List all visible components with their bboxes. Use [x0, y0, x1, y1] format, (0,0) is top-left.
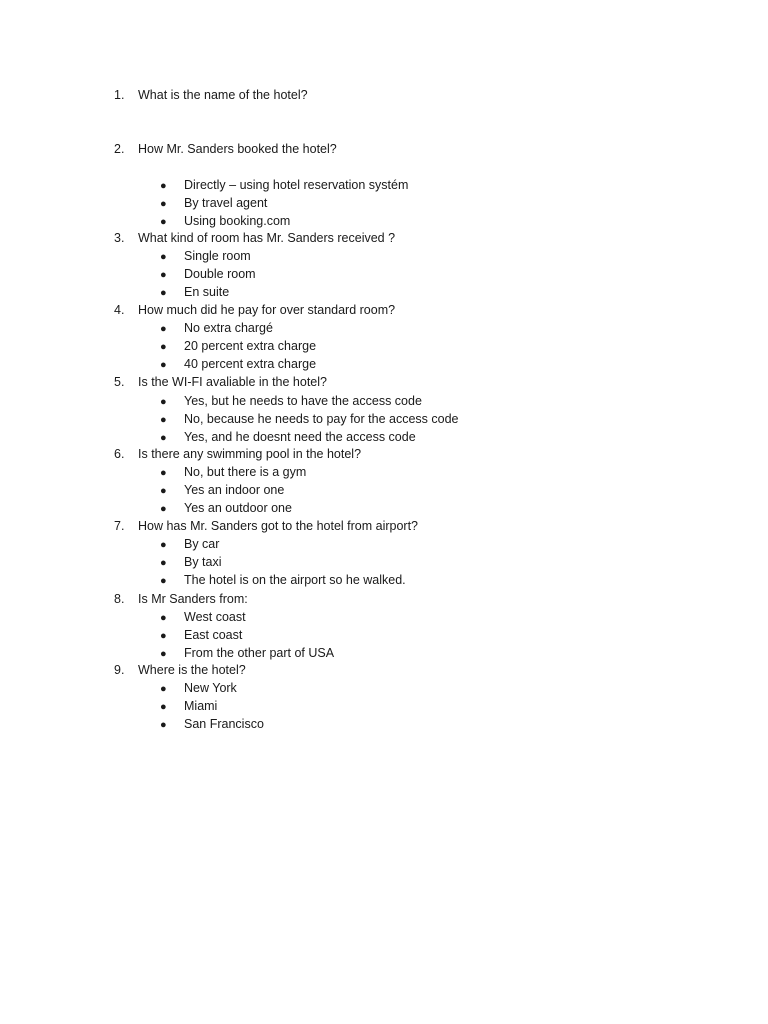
bullet-icon: ●: [160, 341, 167, 353]
question-1: [114, 86, 308, 104]
bullet-icon: ●: [160, 648, 167, 660]
option-item: [160, 392, 422, 410]
bullet-icon: ●: [160, 180, 167, 192]
option-item: [160, 715, 264, 733]
bullet-icon: ●: [160, 539, 167, 551]
option-item: [160, 608, 246, 626]
question-number: 8.: [114, 592, 125, 606]
option-item: [160, 679, 237, 697]
option-item: [160, 194, 267, 212]
question-number: 9.: [114, 663, 125, 677]
option-item: [160, 535, 219, 553]
bullet-icon: ●: [160, 503, 167, 515]
question-6: [114, 445, 361, 463]
question-number: 3.: [114, 231, 125, 245]
bullet-icon: ●: [160, 630, 167, 642]
bullet-icon: ●: [160, 323, 167, 335]
option-text: East coast: [184, 628, 243, 642]
question-number: 1.: [114, 88, 125, 102]
question-text: Where is the hotel?: [138, 663, 246, 677]
option-item: [160, 247, 251, 265]
bullet-icon: ●: [160, 251, 167, 263]
option-item: [160, 428, 416, 446]
question-text: How Mr. Sanders booked the hotel?: [138, 142, 337, 156]
bullet-icon: ●: [160, 396, 167, 408]
question-text: How has Mr. Sanders got to the hotel from airport?: [138, 519, 418, 533]
option-item: [160, 571, 406, 589]
option-text: Using booking.com: [184, 214, 291, 228]
question-text: What is the name of the hotel?: [138, 88, 308, 102]
bullet-icon: ●: [160, 432, 167, 444]
question-2: [114, 140, 337, 158]
bullet-icon: ●: [160, 612, 167, 624]
question-text: Is Mr Sanders from:: [138, 592, 248, 606]
bullet-icon: ●: [160, 485, 167, 497]
option-item: [160, 212, 290, 230]
question-5: [114, 373, 327, 391]
question-7: [114, 517, 418, 535]
question-8: [114, 590, 248, 608]
option-item: [160, 319, 273, 337]
option-text: San Francisco: [184, 717, 264, 731]
bullet-icon: ●: [160, 269, 167, 281]
option-text: Yes, but he needs to have the access code: [184, 394, 422, 408]
option-item: [160, 499, 292, 517]
option-text: West coast: [184, 610, 246, 624]
option-text: No, because he needs to pay for the access code: [184, 412, 459, 426]
bullet-icon: ●: [160, 683, 167, 695]
option-text: En suite: [184, 285, 230, 299]
option-text: Yes, and he doesnt need the access code: [184, 430, 416, 444]
option-text: Yes an outdoor one: [184, 501, 292, 515]
option-text: Miami: [184, 699, 218, 713]
bullet-icon: ●: [160, 557, 167, 569]
bullet-icon: ●: [160, 719, 167, 731]
question-text: What kind of room has Mr. Sanders received ?: [138, 231, 396, 245]
bullet-icon: ●: [160, 216, 167, 228]
option-item: [160, 644, 334, 662]
option-text: New York: [184, 681, 237, 695]
option-text: No extra chargé: [184, 321, 273, 335]
option-item: [160, 265, 256, 283]
bullet-icon: ●: [160, 287, 167, 299]
option-text: By travel agent: [184, 196, 268, 210]
question-text: How much did he pay for over standard room?: [138, 303, 396, 317]
option-item: [160, 553, 222, 571]
question-4: [114, 301, 395, 319]
option-text: The hotel is on the airport so he walked.: [184, 573, 406, 587]
option-item: [160, 626, 242, 644]
question-number: 6.: [114, 447, 125, 461]
bullet-icon: ●: [160, 467, 167, 479]
bullet-icon: ●: [160, 701, 167, 713]
bullet-icon: ●: [160, 359, 167, 371]
option-text: Yes an indoor one: [184, 483, 285, 497]
option-text: No, but there is a gym: [184, 465, 307, 479]
option-text: By car: [184, 537, 220, 551]
question-number: 5.: [114, 375, 125, 389]
option-item: [160, 355, 316, 373]
option-item: [160, 697, 217, 715]
bullet-icon: ●: [160, 414, 167, 426]
bullet-icon: ●: [160, 198, 167, 210]
option-text: 40 percent extra charge: [184, 357, 317, 371]
option-item: [160, 481, 284, 499]
bullet-icon: ●: [160, 575, 167, 587]
option-text: Double room: [184, 267, 256, 281]
option-text: By taxi: [184, 555, 222, 569]
question-text: Is the WI-FI avaliable in the hotel?: [138, 375, 327, 389]
option-item: [160, 410, 458, 428]
option-text: From the other part of USA: [184, 646, 335, 660]
question-number: 7.: [114, 519, 125, 533]
option-text: 20 percent extra charge: [184, 339, 317, 353]
option-item: [160, 176, 408, 194]
option-item: [160, 283, 229, 301]
question-9: [114, 661, 246, 679]
option-item: [160, 337, 316, 355]
question-number: 4.: [114, 303, 125, 317]
option-item: [160, 463, 306, 481]
question-3: [114, 229, 395, 247]
option-text: Directly – using hotel reservation systém: [184, 178, 409, 192]
question-number: 2.: [114, 142, 125, 156]
question-text: Is there any swimming pool in the hotel?: [138, 447, 362, 461]
option-text: Single room: [184, 249, 251, 263]
